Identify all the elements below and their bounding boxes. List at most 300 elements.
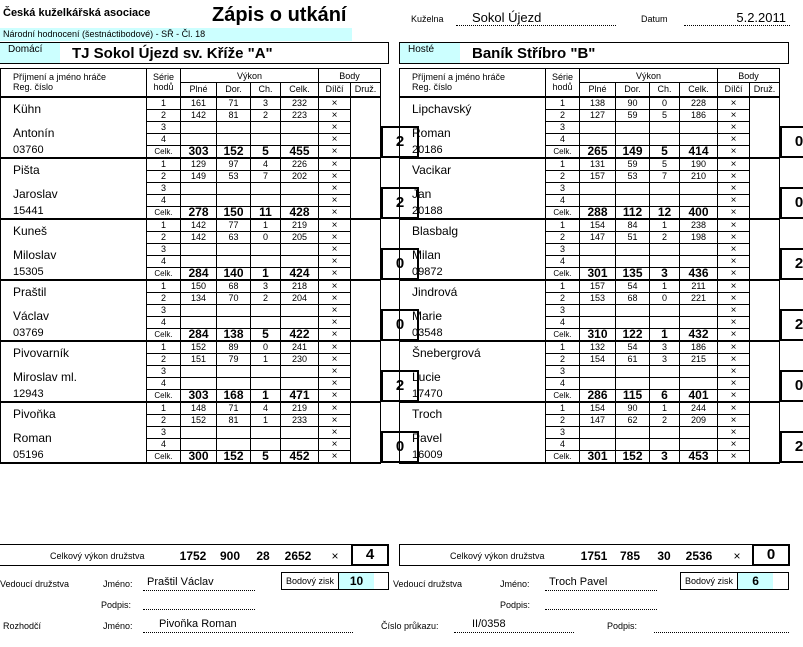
referee-card-field[interactable]: II/0358 [454,618,574,633]
player-reg-number[interactable]: 05196 [1,450,147,463]
score-cell[interactable]: 190 [680,158,718,171]
score-cell[interactable]: 244 [680,402,718,415]
score-cell[interactable]: 1 [650,280,680,293]
score-cell[interactable] [680,438,718,450]
dilci-mark: × [319,341,351,354]
score-cell[interactable]: 7 [251,170,281,182]
player-firstname[interactable]: Jaroslav [1,182,147,206]
score-cell[interactable] [217,133,251,145]
total-cell: 122 [616,328,650,341]
score-cell[interactable]: 202 [281,170,319,182]
druz-cell [351,231,381,243]
score-cell[interactable] [580,121,616,133]
score-cell[interactable] [650,194,680,206]
player-firstname[interactable]: Marie [400,304,546,328]
score-cell[interactable] [616,304,650,316]
score-cell[interactable]: 138 [580,97,616,110]
score-cell[interactable] [251,182,281,194]
score-cell[interactable]: 157 [580,280,616,293]
score-cell[interactable]: 223 [281,109,319,121]
score-cell[interactable] [680,365,718,377]
score-cell[interactable]: 238 [680,219,718,232]
player-surname[interactable]: Praštil [1,280,147,305]
score-cell[interactable]: 152 [181,414,217,426]
score-cell[interactable]: 1 [251,353,281,365]
player-firstname[interactable]: Lucie [400,365,546,389]
dilci-mark: × [718,365,750,377]
series-number: 2 [147,414,181,426]
score-cell[interactable] [217,426,251,438]
score-cell[interactable]: 142 [181,109,217,121]
score-cell[interactable] [181,316,217,328]
away-summary [399,544,789,566]
score-cell[interactable] [680,133,718,145]
score-cell[interactable]: 1 [650,219,680,232]
player-reg-number[interactable]: 15441 [1,206,147,219]
score-cell[interactable] [251,243,281,255]
score-cell[interactable] [650,121,680,133]
dilci-mark: × [718,304,750,316]
score-cell[interactable] [580,255,616,267]
score-cell[interactable] [580,316,616,328]
away-sign-field[interactable] [545,597,657,610]
score-cell[interactable] [680,243,718,255]
away-team-name: Baník Stříbro "B" [472,45,596,62]
score-cell[interactable] [680,316,718,328]
score-cell[interactable]: 142 [181,219,217,232]
total-cell: 152 [616,450,650,463]
score-cell[interactable]: 53 [217,170,251,182]
score-cell[interactable]: 186 [680,109,718,121]
score-cell[interactable] [181,121,217,133]
score-cell[interactable]: 215 [680,353,718,365]
player-firstname[interactable]: Roman [1,426,147,450]
score-cell[interactable] [616,182,650,194]
player-firstname[interactable]: Miloslav [1,243,147,267]
score-cell[interactable]: 53 [616,170,650,182]
score-cell[interactable]: 148 [181,402,217,415]
score-cell[interactable]: 129 [181,158,217,171]
player-surname[interactable]: Troch [400,402,546,427]
dilci-mark: × [718,341,750,354]
score-cell[interactable] [650,182,680,194]
score-cell[interactable]: 161 [181,97,217,110]
score-cell[interactable] [650,365,680,377]
score-cell[interactable] [217,255,251,267]
score-cell[interactable]: 151 [181,353,217,365]
score-cell[interactable]: 150 [181,280,217,293]
score-cell[interactable] [580,377,616,389]
referee-name-field[interactable]: Pivoňka Roman [143,618,353,633]
score-cell[interactable]: 89 [217,341,251,354]
score-cell[interactable] [181,438,217,450]
score-cell[interactable]: 3 [650,341,680,354]
score-cell[interactable] [580,426,616,438]
score-cell[interactable] [616,133,650,145]
player-surname[interactable]: Pivoňka [1,402,147,427]
score-cell[interactable] [281,182,319,194]
score-cell[interactable]: 81 [217,414,251,426]
druz-cell [750,341,780,354]
score-cell[interactable] [616,255,650,267]
score-cell[interactable] [217,243,251,255]
score-cell[interactable]: 210 [680,170,718,182]
score-cell[interactable]: 152 [181,341,217,354]
score-cell[interactable]: 4 [251,402,281,415]
score-cell[interactable] [680,255,718,267]
player-surname[interactable]: Blasbalg [400,219,546,244]
druz-cell [750,402,780,415]
score-cell[interactable] [217,182,251,194]
score-cell[interactable]: 54 [616,280,650,293]
home-sum-celk: 2652 [284,549,312,563]
score-cell[interactable] [181,377,217,389]
score-cell[interactable] [181,304,217,316]
score-cell[interactable] [281,316,319,328]
druz-cell [750,158,780,171]
score-cell[interactable] [580,304,616,316]
score-cell[interactable] [181,133,217,145]
score-cell[interactable]: 1 [251,219,281,232]
score-cell[interactable] [181,182,217,194]
dilci-mark: × [718,267,750,280]
total-cell: 436 [680,267,718,280]
score-cell[interactable] [181,255,217,267]
score-cell[interactable]: 228 [680,97,718,110]
score-cell[interactable]: 221 [680,292,718,304]
spacer [780,402,803,415]
total-cell: 428 [281,206,319,219]
score-cell[interactable]: 4 [251,158,281,171]
score-cell[interactable]: 0 [251,341,281,354]
home-leader-field[interactable]: Praštil Václav [143,576,255,591]
score-cell[interactable]: 68 [616,292,650,304]
player-reg-number[interactable]: 20188 [400,206,546,219]
score-cell[interactable]: 2 [251,292,281,304]
away-leader-field[interactable]: Troch Pavel [545,576,657,591]
player-firstname[interactable]: Milan [400,243,546,267]
score-cell[interactable]: 3 [251,280,281,293]
player-column-header [1,69,147,97]
player-surname[interactable]: Kühn [1,97,147,122]
score-cell[interactable]: 209 [680,414,718,426]
score-cell[interactable] [650,243,680,255]
score-cell[interactable] [650,255,680,267]
score-cell[interactable]: 0 [650,292,680,304]
dilci-mark: × [319,158,351,171]
dilci-mark: × [319,389,351,402]
score-cell[interactable] [251,426,281,438]
player-reg-number[interactable]: 09872 [400,267,546,280]
player-reg-number[interactable]: 20186 [400,145,546,158]
score-cell[interactable] [217,121,251,133]
score-cell[interactable] [680,377,718,389]
score-cell[interactable]: 134 [181,292,217,304]
score-cell[interactable] [580,133,616,145]
player-points-cell [780,365,803,402]
score-cell[interactable]: 1 [650,402,680,415]
score-cell[interactable] [616,426,650,438]
score-cell[interactable]: 127 [580,109,616,121]
score-cell[interactable]: 2 [251,109,281,121]
player-points: 0 [381,431,419,463]
score-cell[interactable]: 157 [580,170,616,182]
series-header-label: Série [551,72,573,83]
score-cell[interactable]: 218 [281,280,319,293]
score-cell[interactable]: 51 [616,231,650,243]
score-cell[interactable] [181,426,217,438]
home-bodovy-value: 10 [338,573,374,589]
dilci-mark: × [718,158,750,171]
alley-field[interactable]: Sokol Újezd [456,10,616,26]
score-cell[interactable]: 59 [616,158,650,171]
player-surname[interactable]: Jindrová [400,280,546,305]
total-cell: 1 [650,328,680,341]
score-cell[interactable] [650,133,680,145]
player-firstname[interactable]: Roman [400,121,546,145]
player-reg-number[interactable]: 16009 [400,450,546,463]
score-cell[interactable] [281,365,319,377]
score-cell[interactable] [251,121,281,133]
score-cell[interactable]: 153 [580,292,616,304]
score-cell[interactable]: 219 [281,402,319,415]
score-cell[interactable]: 79 [217,353,251,365]
total-cell: 135 [616,267,650,280]
score-cell[interactable]: 68 [217,280,251,293]
score-cell[interactable]: 54 [616,341,650,354]
player-reg-number[interactable]: 15305 [1,267,147,280]
score-cell[interactable] [251,194,281,206]
home-sign-field[interactable] [143,597,255,610]
score-cell[interactable]: 1 [251,414,281,426]
score-cell[interactable]: 0 [650,97,680,110]
score-cell[interactable]: 241 [281,341,319,354]
away-sign-label: Podpis: [500,600,531,610]
score-cell[interactable]: 7 [650,170,680,182]
score-cell[interactable]: 205 [281,231,319,243]
score-cell[interactable] [680,304,718,316]
series-number: 1 [546,341,580,354]
score-cell[interactable] [281,133,319,145]
score-cell[interactable]: 132 [580,341,616,354]
score-cell[interactable]: 204 [281,292,319,304]
total-cell: 11 [251,206,281,219]
player-firstname[interactable]: Jan [400,182,546,206]
score-cell[interactable] [281,255,319,267]
score-cell[interactable]: 0 [251,231,281,243]
score-cell[interactable] [580,365,616,377]
player-surname[interactable]: Vacikar [400,158,546,183]
player-reg-number[interactable]: 03548 [400,328,546,341]
series-number: 2 [546,109,580,121]
series-number: 2 [147,109,181,121]
plne-header: Plné [580,83,616,97]
score-cell[interactable] [181,194,217,206]
score-cell[interactable] [580,182,616,194]
score-cell[interactable]: 5 [650,158,680,171]
player-firstname[interactable]: Miroslav ml. [1,365,147,389]
away-bodovy-label: Bodový zisk [685,576,734,586]
score-cell[interactable]: 147 [580,414,616,426]
score-cell[interactable]: 63 [217,231,251,243]
player-surname[interactable]: Pišta [1,158,147,183]
series-number: 1 [546,97,580,110]
score-cell[interactable] [217,194,251,206]
score-cell[interactable] [217,438,251,450]
player-reg-number[interactable]: 03769 [1,328,147,341]
score-cell[interactable] [680,182,718,194]
druz-cell [351,206,381,219]
score-cell[interactable] [580,243,616,255]
total-cell: 5 [251,145,281,158]
score-cell[interactable]: 211 [680,280,718,293]
home-sum-x: × [331,549,339,563]
score-cell[interactable]: 61 [616,353,650,365]
table-row [400,389,803,402]
score-cell[interactable] [616,365,650,377]
score-cell[interactable]: 131 [580,158,616,171]
score-cell[interactable] [616,121,650,133]
score-cell[interactable] [251,377,281,389]
score-cell[interactable]: 2 [650,414,680,426]
score-cell[interactable]: 81 [217,109,251,121]
player-column-header [400,69,546,97]
score-cell[interactable]: 77 [217,219,251,232]
away-tag: Hosté [400,43,460,63]
score-cell[interactable]: 233 [281,414,319,426]
table-row [1,365,419,377]
score-cell[interactable] [680,426,718,438]
player-points: 2 [780,309,803,341]
player-firstname[interactable]: Antonín [1,121,147,145]
score-cell[interactable]: 84 [616,219,650,232]
player-surname[interactable]: Kuneš [1,219,147,244]
druz-cell [351,267,381,280]
score-cell[interactable] [680,194,718,206]
score-cell[interactable] [616,243,650,255]
score-cell[interactable] [281,304,319,316]
score-cell[interactable]: 71 [217,402,251,415]
score-cell[interactable]: 232 [281,97,319,110]
player-reg-number[interactable]: 03760 [1,145,147,158]
score-cell[interactable] [616,316,650,328]
score-cell[interactable] [251,316,281,328]
table-row [1,145,419,158]
score-cell[interactable]: 90 [616,402,650,415]
score-cell[interactable] [251,365,281,377]
table-row [400,243,803,255]
score-cell[interactable] [251,255,281,267]
score-cell[interactable] [217,316,251,328]
player-surname[interactable]: Šnebergrová [400,341,546,366]
score-cell[interactable] [650,304,680,316]
score-cell[interactable] [616,194,650,206]
series-number: 1 [546,402,580,415]
away-name-label: Jméno: [500,579,530,589]
score-cell[interactable] [281,438,319,450]
player-firstname[interactable]: Václav [1,304,147,328]
player-reg-number[interactable]: 12943 [1,389,147,402]
score-cell[interactable]: 226 [281,158,319,171]
score-cell[interactable]: 71 [217,97,251,110]
score-cell[interactable]: 5 [650,109,680,121]
score-cell[interactable] [281,426,319,438]
score-cell[interactable]: 154 [580,219,616,232]
total-cell: 284 [181,267,217,280]
score-cell[interactable]: 62 [616,414,650,426]
body-header: Body [718,69,780,83]
score-cell[interactable]: 230 [281,353,319,365]
score-cell[interactable]: 154 [580,353,616,365]
score-cell[interactable] [616,438,650,450]
score-cell[interactable]: 147 [580,231,616,243]
date-field[interactable]: 5.2.2011 [684,10,790,26]
score-cell[interactable]: 198 [680,231,718,243]
player-firstname[interactable]: Pavel [400,426,546,450]
score-cell[interactable]: 59 [616,109,650,121]
score-cell[interactable] [680,121,718,133]
score-cell[interactable] [281,243,319,255]
score-cell[interactable] [181,365,217,377]
score-cell[interactable]: 154 [580,402,616,415]
total-label: Celk. [546,206,580,219]
druz-header: Druž. [351,83,381,97]
score-cell[interactable]: 97 [217,158,251,171]
score-cell[interactable] [616,377,650,389]
score-cell[interactable] [217,365,251,377]
score-cell[interactable] [251,304,281,316]
score-cell[interactable]: 3 [251,97,281,110]
referee-sign-field[interactable] [654,618,789,633]
score-cell[interactable]: 3 [650,353,680,365]
score-cell[interactable]: 142 [181,231,217,243]
score-cell[interactable]: 149 [181,170,217,182]
dilci-mark: × [319,206,351,219]
score-cell[interactable] [580,194,616,206]
score-cell[interactable]: 70 [217,292,251,304]
score-cell[interactable]: 219 [281,219,319,232]
score-cell[interactable] [251,438,281,450]
series-number: 1 [546,219,580,232]
player-surname[interactable]: Pivovarník [1,341,147,366]
score-cell[interactable] [580,438,616,450]
score-cell[interactable] [650,377,680,389]
score-cell[interactable] [650,438,680,450]
score-cell[interactable]: 90 [616,97,650,110]
score-cell[interactable] [251,133,281,145]
score-cell[interactable] [281,194,319,206]
score-cell[interactable]: 186 [680,341,718,354]
total-label: Celk. [546,267,580,280]
total-cell: 400 [680,206,718,219]
score-cell[interactable] [217,304,251,316]
player-reg-number[interactable]: 17470 [400,389,546,402]
score-cell[interactable] [181,243,217,255]
table-row [1,280,419,293]
total-cell: 138 [217,328,251,341]
player-points: 0 [780,187,803,219]
score-cell[interactable] [281,377,319,389]
score-cell[interactable] [217,377,251,389]
druz-cell [351,121,381,133]
score-cell[interactable] [650,426,680,438]
score-cell[interactable] [281,121,319,133]
player-surname[interactable]: Lipchavský [400,97,546,122]
score-cell[interactable]: 2 [650,231,680,243]
total-cell: 453 [680,450,718,463]
vykon-header: Výkon [181,69,319,83]
score-cell[interactable] [650,316,680,328]
